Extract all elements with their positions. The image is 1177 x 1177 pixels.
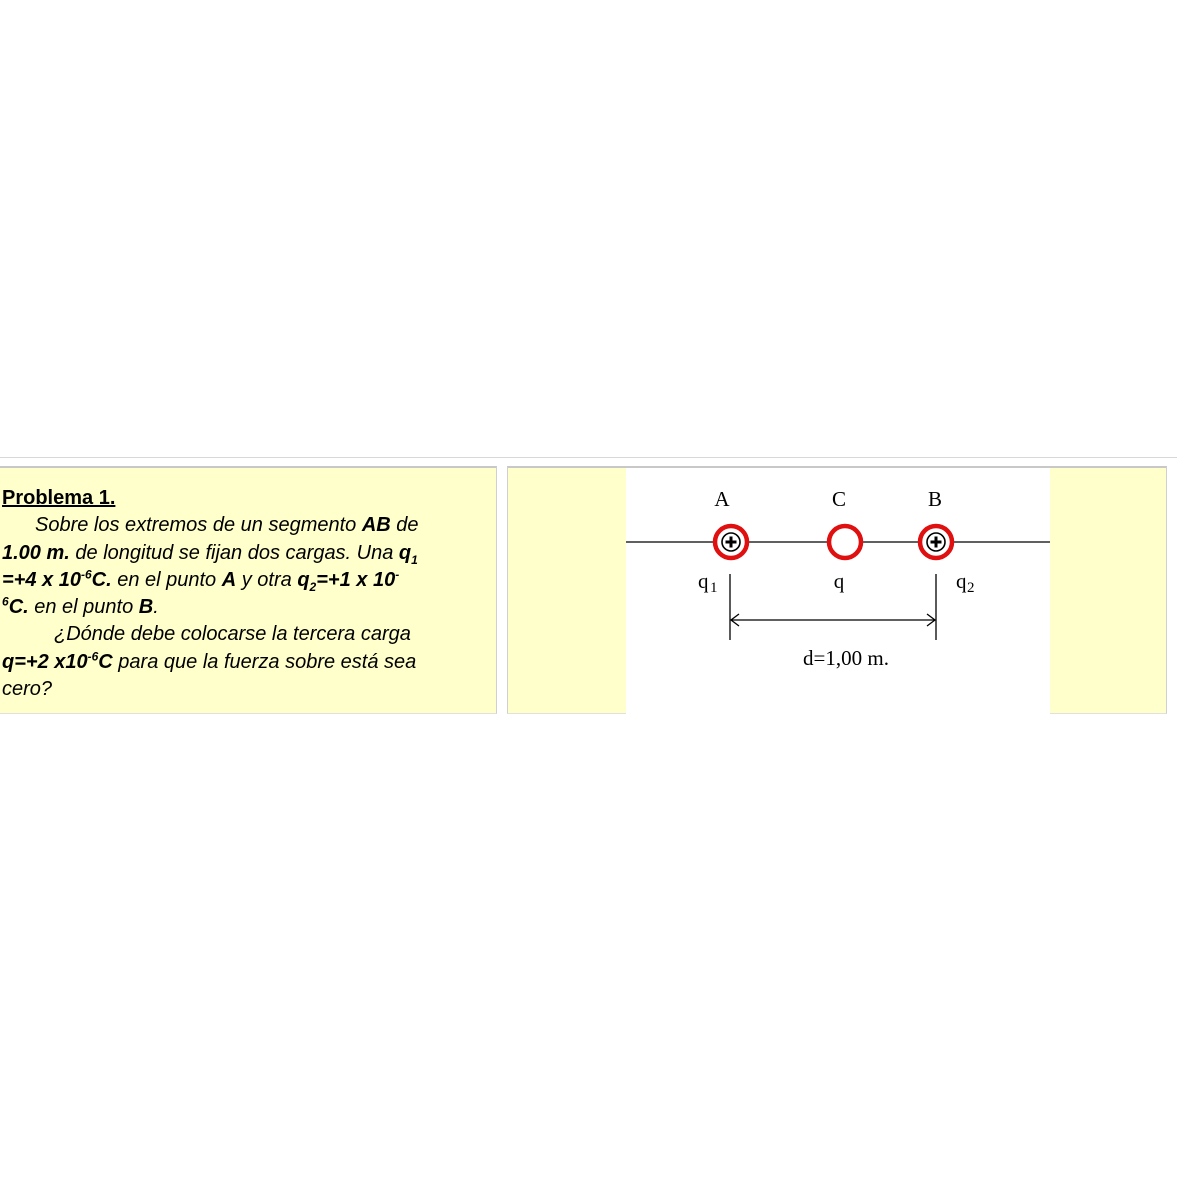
text-segment: Sobre los extremos de un segmento bbox=[35, 514, 362, 537]
text-segment: . bbox=[153, 596, 159, 619]
q2-value bbox=[297, 567, 400, 594]
point-b-label: B bbox=[138, 596, 154, 619]
point-c-label: C bbox=[831, 487, 847, 511]
q2-exponent-digit: 6 bbox=[2, 594, 9, 609]
text-segment: de longitud se fijan dos cargas. Una bbox=[69, 541, 399, 564]
q-unit: C bbox=[98, 650, 113, 673]
distance-label: d=1,00 m. bbox=[803, 646, 889, 670]
distance-arrow bbox=[731, 614, 935, 626]
svg-text:2: 2 bbox=[967, 580, 975, 596]
charges-diagram bbox=[626, 468, 1050, 714]
figure-cell bbox=[507, 466, 1167, 714]
text-segment: en el punto bbox=[111, 568, 222, 591]
segment-label: AB bbox=[361, 514, 391, 537]
charge-q1-circle bbox=[715, 526, 747, 558]
q2-magnitude: =+1 x 10 bbox=[316, 568, 396, 591]
charge-q-label: q bbox=[833, 569, 845, 593]
q1-exponent: -6 bbox=[80, 567, 92, 582]
q-magnitude: q=+2 x10 bbox=[2, 650, 88, 673]
text-segment: ¿Dónde debe colocarse la tercera carga bbox=[54, 623, 411, 646]
q1-symbol bbox=[398, 541, 418, 567]
charge-q2-label bbox=[956, 569, 975, 596]
charges-diagram-svg bbox=[626, 468, 1050, 714]
q2-subscript: 2 bbox=[309, 579, 317, 594]
problem-statement bbox=[2, 512, 492, 621]
point-a-label: A bbox=[714, 487, 730, 511]
svg-text:q: q bbox=[698, 569, 709, 593]
charge-q-circle bbox=[829, 526, 861, 558]
problem-text-cell bbox=[0, 466, 497, 714]
charge-q1-label bbox=[698, 569, 718, 596]
length-value: 1.00 m. bbox=[2, 541, 70, 564]
q-value bbox=[2, 651, 113, 673]
text-segment: de bbox=[390, 514, 419, 537]
q1-subscript: 1 bbox=[411, 552, 418, 567]
svg-text:q: q bbox=[956, 569, 967, 593]
q1-value bbox=[2, 569, 112, 591]
point-b-label: B bbox=[927, 487, 943, 511]
text-segment: y otra bbox=[236, 568, 298, 591]
text-segment: en el punto bbox=[28, 596, 139, 619]
text-segment: cero? bbox=[2, 678, 53, 701]
q2-unit: C. bbox=[8, 596, 29, 619]
point-a-label: A bbox=[221, 568, 237, 591]
q1-magnitude: =+4 x 10 bbox=[2, 568, 81, 591]
q1-letter: q bbox=[398, 541, 412, 564]
svg-text:1: 1 bbox=[710, 580, 718, 596]
problem-question bbox=[2, 621, 492, 703]
q1-unit: C. bbox=[91, 568, 112, 591]
charge-q2-circle bbox=[920, 526, 952, 558]
q-exponent: -6 bbox=[87, 649, 99, 664]
text-segment: para que la fuerza sobre está sea bbox=[112, 650, 417, 673]
q2-exponent-sign: - bbox=[395, 567, 400, 582]
problem-title: Problema 1. bbox=[2, 487, 116, 509]
problem-table bbox=[0, 457, 1177, 720]
q2-letter: q bbox=[297, 568, 310, 591]
